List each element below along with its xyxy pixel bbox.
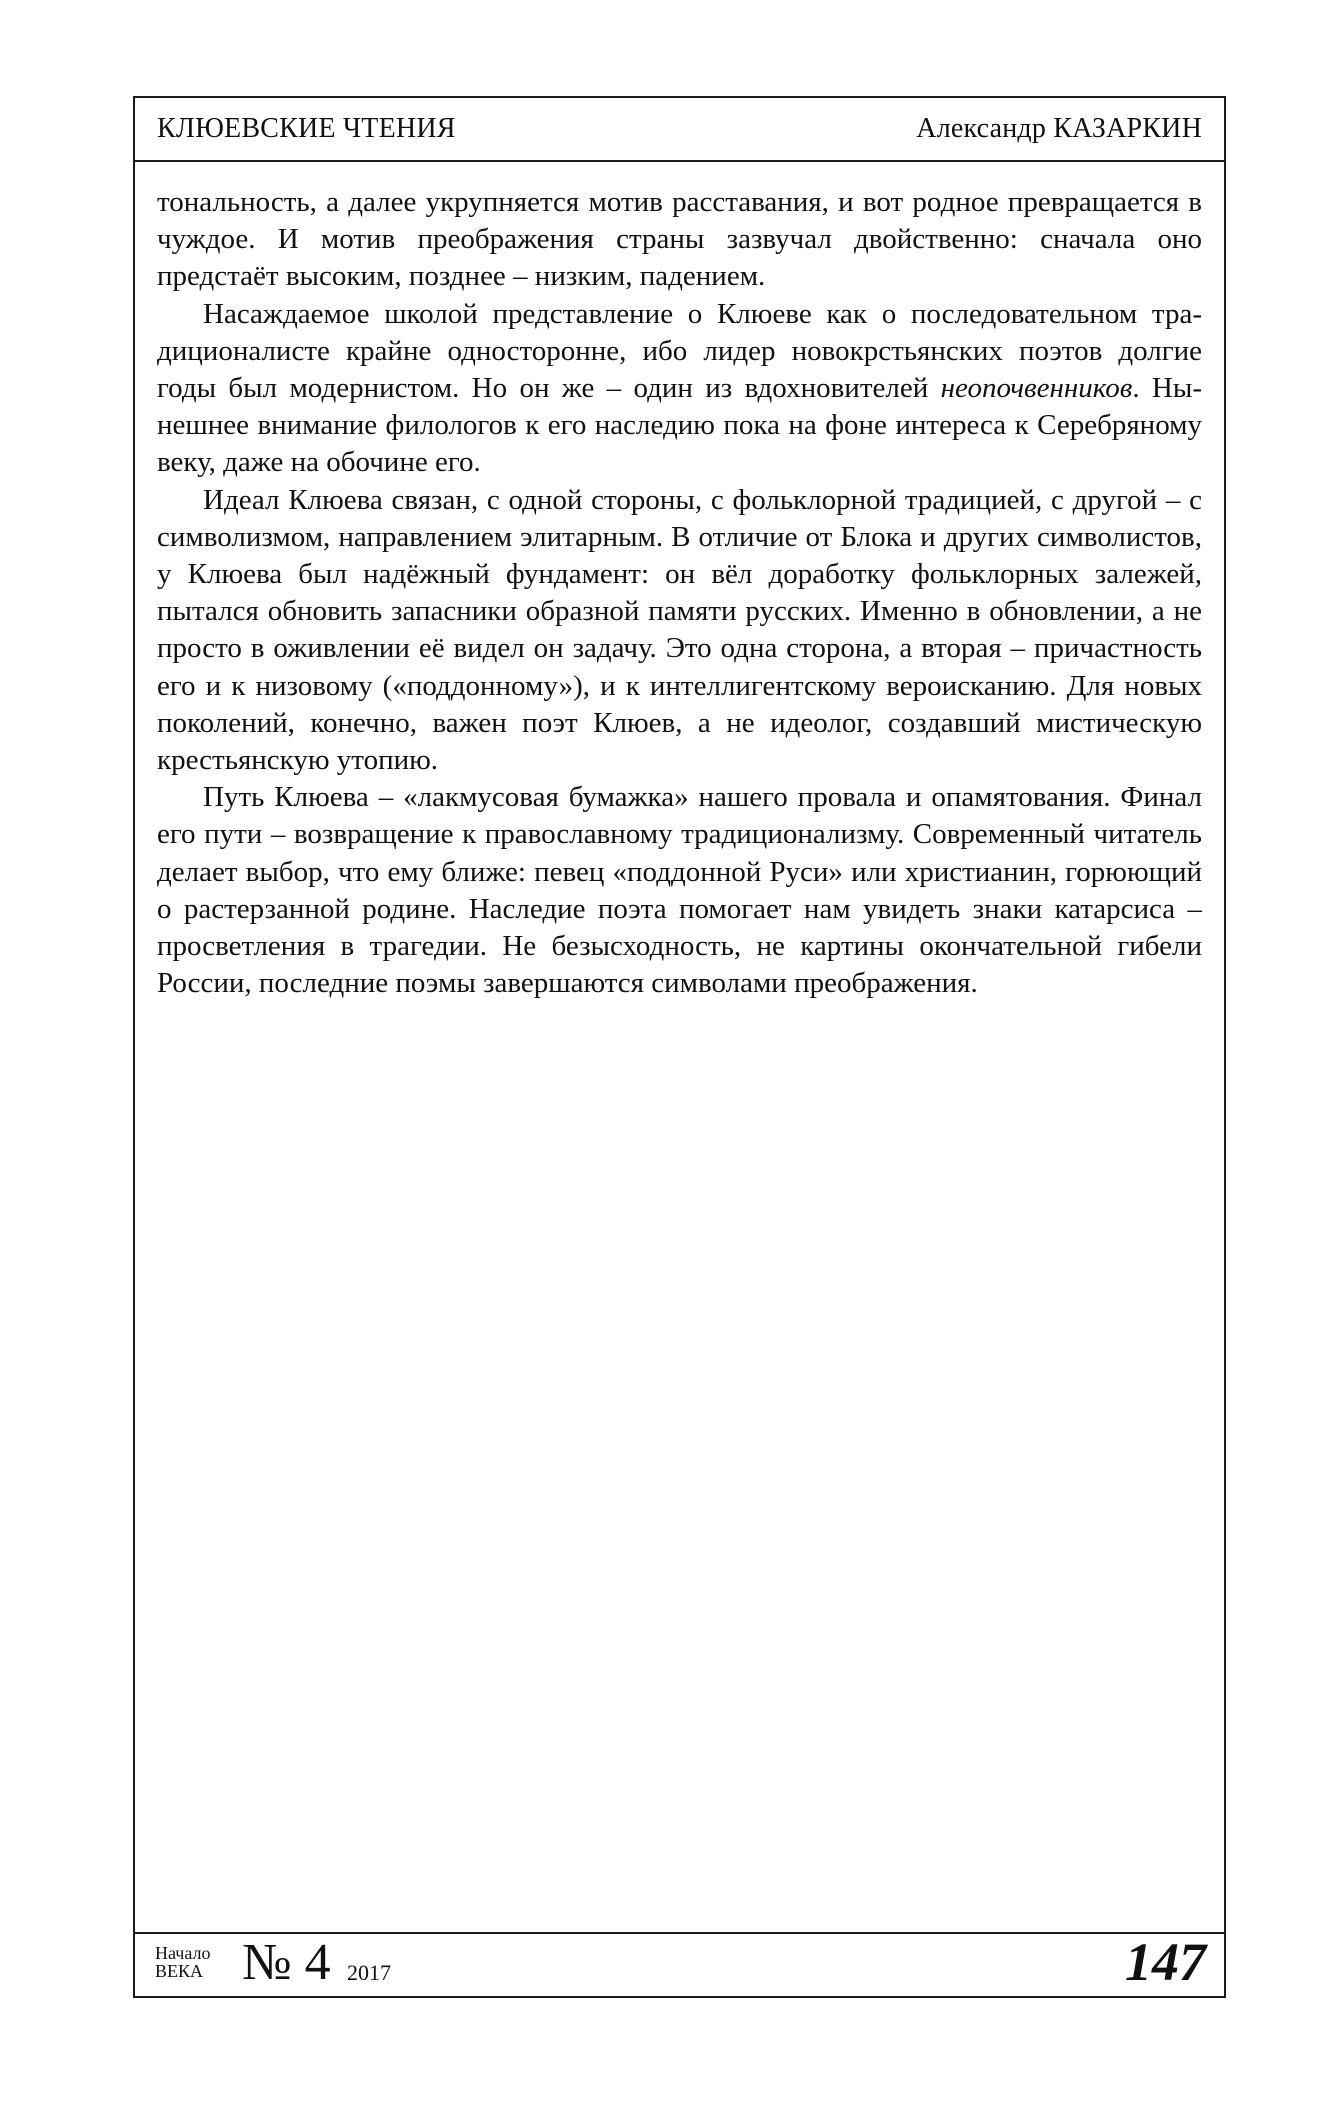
issue-number: № 4 [242, 1934, 331, 1991]
running-header [135, 98, 1224, 162]
magazine-title [155, 1944, 210, 1980]
article-body [157, 184, 1202, 1002]
section-title: КЛЮЕВСКИЕ ЧТЕНИЯ [157, 113, 456, 144]
italic-term: неопочвенников [940, 372, 1133, 405]
issue-year: 2017 [347, 1960, 391, 1985]
author-name: Александр КАЗАРКИН [916, 113, 1202, 144]
magazine-title-line1: Начало [155, 1943, 211, 1963]
running-footer [135, 1932, 1224, 1996]
paragraph-4: Путь Клюева – «лакмусовая бумажка» нашего провала и опамятования. Финал его пути – возвращение к православному традиционализму. Современный читатель делает выбор, что ему ближе: певец «поддонной Руси» или христианин, горюющий о растерзанной родине. Наследие поэта помогает нам увидеть знаки катарсиса – просветления в трагедии. Не безысходность, не картины окончательной гибели России, последние поэмы завершаются символами преображения. [157, 781, 1202, 1000]
magazine-title-line2: ВЕКА [155, 1961, 204, 1981]
page-frame [133, 96, 1226, 1998]
paragraph-1: тональность, а далее укрупняется мотив расставания, и вот родное превращается в чуждое. И мотив преображения страны зазвучал двойственно: сначала оно предстаёт высоким, позднее – низким, падением. [157, 186, 1202, 293]
page-number: 147 [1125, 1932, 1206, 1992]
paragraph-2-text-end: . Нынешнее внимание филологов к его наследию пока на фоне интереса к Серебряному веку, даже на обочине его. [157, 372, 1202, 479]
paragraph-3: Идеал Клюева связан, с одной стороны, с фольклорной традицией, с другой – с символизмом, направлением элитарным. В отличие от Блока и других символистов, у Клюева был надёжный фундамент: он вёл доработку фольклорных залежей, пытался обновить запасники образной памяти русских. Именно в обновлении, а не просто в оживлении её видел он задачу. Это одна сторона, а вторая – причастность его и к низовому («поддонному»), и к интеллигентскому вероисканию. Для новых поколений, конечно, важен поэт Клюев, а не идеолог, создавший мистическую крестьянскую утопию. [157, 483, 1202, 777]
paragraph-2-text: Насаждаемое школой представление о Клюеве как о последовательном традиционалисте крайне одностороннe, ибо лидер новокрстьянских поэтов долгие годы был модернистом. Но он же – один из вдохновителей [157, 297, 1202, 405]
paragraph-2 [157, 296, 1202, 482]
